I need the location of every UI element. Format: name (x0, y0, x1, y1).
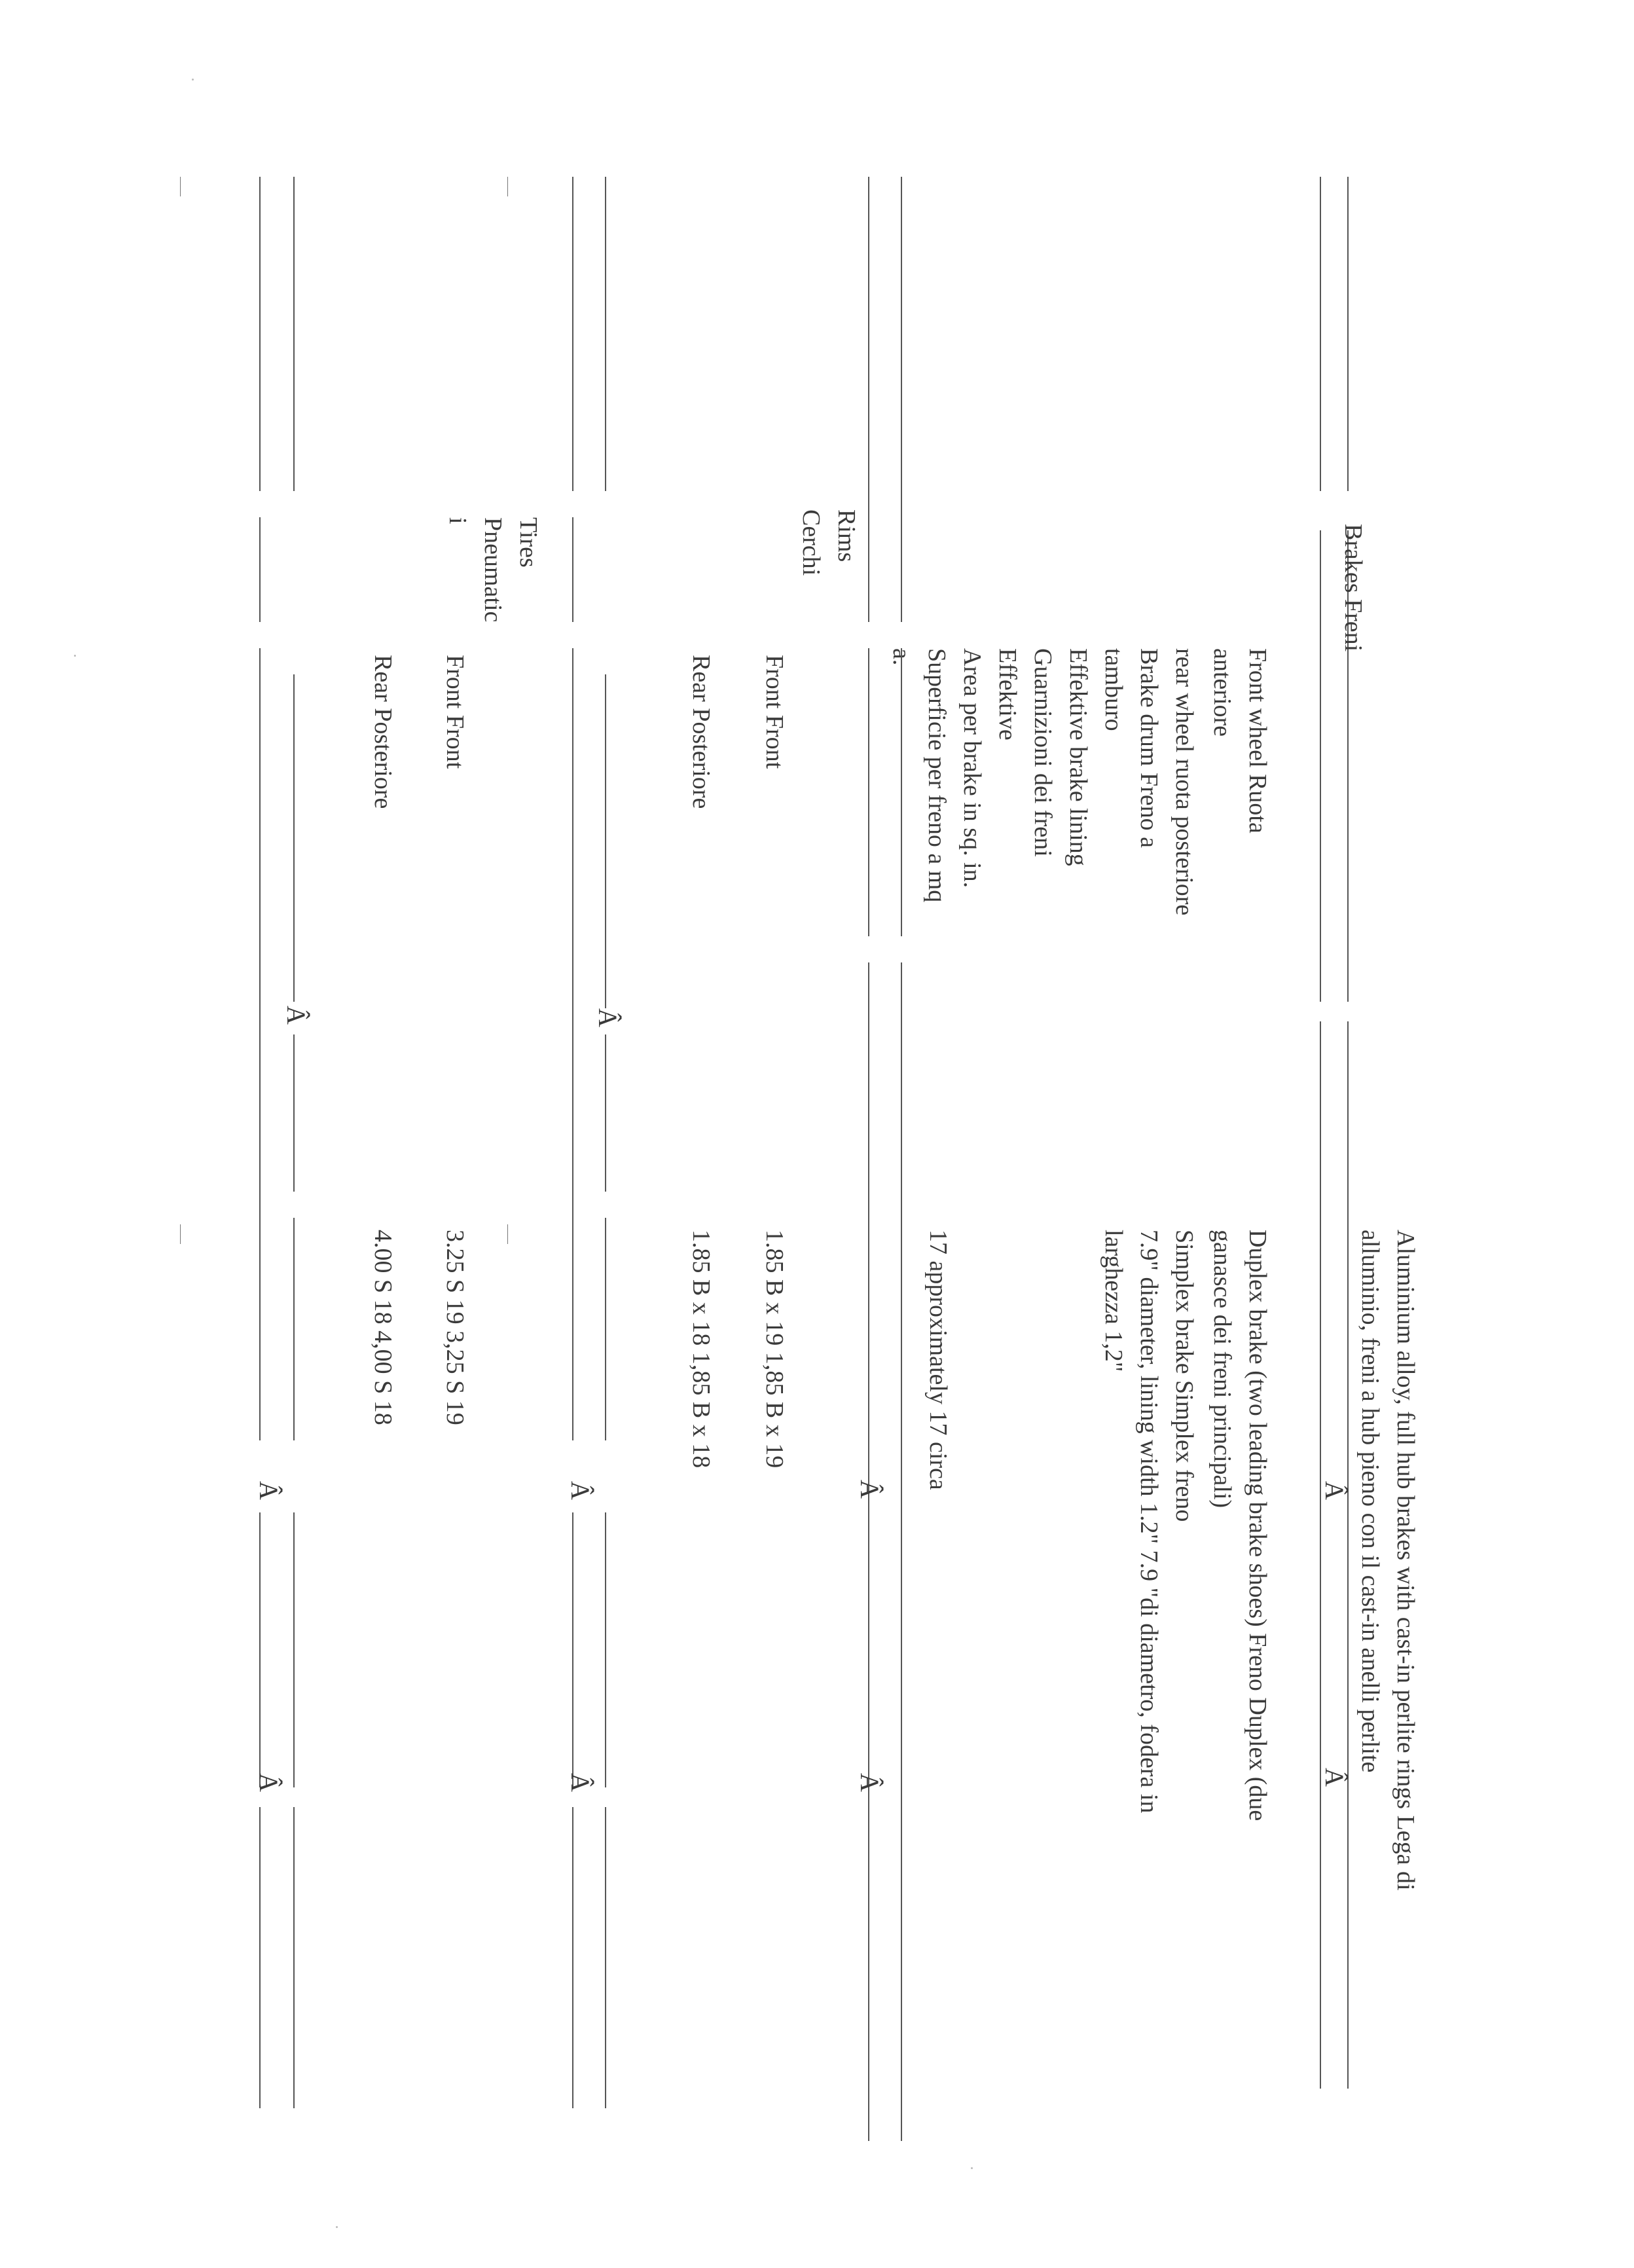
table-rule (293, 674, 295, 1002)
brake-drum-label: Brake drum Freno a tamburo (1100, 648, 1163, 848)
table-rule (868, 962, 869, 2141)
table-rule (901, 177, 902, 622)
brake-area-label: Area per brake in sq. in. Superficie per freno a mq a. (888, 648, 986, 903)
rims-front-value: 1.85 B x 19 1,85 B x 19 (761, 1230, 788, 1469)
scan-speck (74, 655, 76, 657)
table-rule (901, 962, 902, 2141)
artifact-glyph: Â (1320, 1768, 1349, 1787)
rims-rear-value: 1.85 B x 18 1,85 B x 18 (687, 1230, 715, 1469)
tires-rear-value: 4.00 S 18 4,00 S 18 (369, 1230, 397, 1425)
rims-front-label: Front Front (761, 655, 788, 769)
tires-front-label: Front Front (441, 655, 469, 769)
table-rule (293, 1807, 295, 2108)
table-rule (901, 648, 902, 936)
table-rule (1320, 1021, 1321, 2089)
brake-drum-value: 7.9" diameter, lining width 1.2" 7.9 "di diametro, fodera in larghezza 1,2" (1100, 1230, 1163, 1814)
table-rule (259, 517, 261, 622)
table-rule (180, 1224, 181, 1244)
artifact-glyph: Â (593, 1008, 623, 1027)
brakes-description: Aluminium alloy, full hub brakes with cast-in perlite rings Lega di alluminio, freni a hub pieno con il cast-in anelli perlite (1356, 1230, 1419, 1891)
rims-rear-label: Rear Posteriore (687, 655, 715, 809)
table-rule (605, 1512, 606, 1787)
table-rule (293, 1512, 295, 1787)
table-rule (259, 1807, 261, 2108)
rims-section-label: Rims Cerchi (797, 509, 860, 576)
table-rule (1347, 1021, 1349, 2089)
brake-lining-label: Effektive brake lining Guarnizioni dei freni Effektive (994, 648, 1092, 866)
table-rule (572, 1512, 573, 1787)
table-rule (572, 177, 573, 491)
scan-speck (971, 2167, 973, 2169)
table-rule (605, 1807, 606, 2108)
tires-section-label: Tires Pneumatic i (444, 517, 542, 623)
table-rule (293, 1218, 295, 1440)
artifact-glyph: Â (566, 1481, 595, 1500)
table-rule (605, 1034, 606, 1192)
rear-wheel-value: Simplex brake Simplex freno (1171, 1230, 1198, 1522)
rear-wheel-label: rear wheel ruota posteriore (1171, 648, 1198, 916)
table-rule (507, 177, 508, 196)
table-rule (605, 177, 606, 491)
table-rule (1320, 177, 1321, 491)
artifact-glyph: Â (566, 1773, 595, 1792)
table-rule (1320, 530, 1321, 1002)
artifact-glyph: Â (254, 1481, 283, 1500)
scan-speck (336, 2226, 338, 2228)
table-rule (259, 177, 261, 491)
front-wheel-label: Front wheel Ruota anteriore (1208, 648, 1271, 833)
artifact-glyph: Â (1320, 1481, 1349, 1500)
brakes-section-label: Brakes Freni (1339, 524, 1367, 652)
table-rule (572, 517, 573, 622)
table-rule (1347, 177, 1349, 491)
artifact-glyph: Â (855, 1773, 884, 1792)
table-rule (572, 1807, 573, 2108)
table-rule (868, 648, 869, 936)
table-rule (572, 1218, 573, 1440)
table-rule (259, 1512, 261, 1787)
scan-speck (192, 79, 194, 81)
front-wheel-value: Duplex brake (two leading brake shoes) Freno Duplex (due ganasce dei freni principali) (1208, 1230, 1271, 1821)
table-rule (180, 177, 181, 196)
table-rule (868, 177, 869, 622)
artifact-glyph: Â (855, 1480, 884, 1499)
table-rule (259, 1218, 261, 1440)
table-rule (293, 1034, 295, 1192)
tires-front-value: 3.25 S 19 3,25 S 19 (441, 1230, 469, 1425)
artifact-glyph: Â (281, 1006, 311, 1025)
table-rule (605, 1218, 606, 1440)
brake-area-value: 17 approximately 17 circa (924, 1230, 952, 1490)
tires-rear-label: Rear Posteriore (369, 655, 397, 809)
table-rule (507, 1224, 508, 1244)
table-rule (605, 674, 606, 1008)
table-rule (293, 177, 295, 491)
artifact-glyph: Â (254, 1773, 283, 1792)
